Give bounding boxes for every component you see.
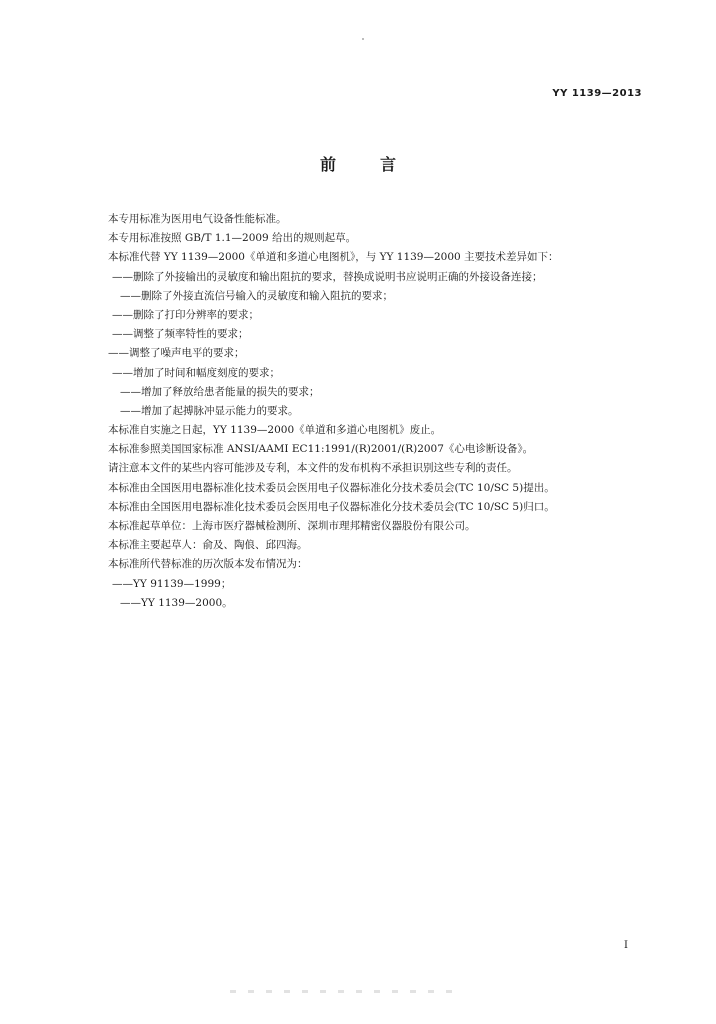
body-line: 本专用标准按照 GB/T 1.1—2009 给出的规则起草。 [108,232,357,245]
body-line: 本标准自实施之日起，YY 1139—2000《单道和多道心电图机》废止。 [108,424,442,437]
body-line: 本标准参照美国国家标准 ANSI/AAMI EC11:1991/(R)2001/(R)2007《心电诊断设备》。 [108,443,534,456]
body-line: 本标准由全国医用电器标准化技术委员会医用电子仪器标准化分技术委员会(TC 10/SC 5)归口。 [108,500,555,513]
list-item: ——YY 1139—2000。 [120,596,233,609]
page-title: 前言 [319,155,440,174]
list-item: ——删除了外接输出的灵敏度和输出阻抗的要求，替换成说明书应说明正确的外接设备连接； [112,270,543,283]
body-line: 本专用标准为医用电气设备性能标准。 [108,213,287,225]
list-item: ——调整了噪声电平的要求； [108,347,245,360]
page-number: I [624,940,628,951]
list-item: ——调整了频率特性的要求； [112,328,249,341]
body-line: 请注意本文件的某些内容可能涉及专利，本文件的发布机构不承担识别这些专利的责任。 [108,462,518,475]
scan-artifact [230,990,460,993]
list-item: ——增加了释放给患者能量的损失的要求； [120,385,320,398]
body-line: 本标准由全国医用电器标准化技术委员会医用电子仪器标准化分技术委员会(TC 10/SC 5)提出。 [108,481,555,494]
list-item: ——YY 91139—1999； [112,577,232,590]
body-line: 本标准代替 YY 1139—2000《单道和多道心电图机》，与 YY 1139—2000 主要技术差异如下： [108,251,559,264]
list-item: ——删除了外接直流信号输入的灵敏度和输入阻抗的要求； [120,289,393,302]
body-line: 本标准主要起草人：俞及、陶俍、邱四海。 [108,539,308,552]
body-line: 本标准起草单位：上海市医疗器械检测所、深圳市理邦精密仪器股份有限公司。 [108,520,476,532]
foreword-body [108,210,668,613]
list-item: ——删除了打印分辨率的要求； [112,308,259,321]
body-line: 本标准所代替标准的历次版本发布情况为： [108,558,308,571]
list-item: ——增加了起搏脉冲显示能力的要求。 [120,404,299,417]
scan-mark [362,38,364,40]
list-item: ——增加了时间和幅度刻度的要求； [112,366,280,379]
standard-code: YY 1139—2013 [552,88,642,99]
